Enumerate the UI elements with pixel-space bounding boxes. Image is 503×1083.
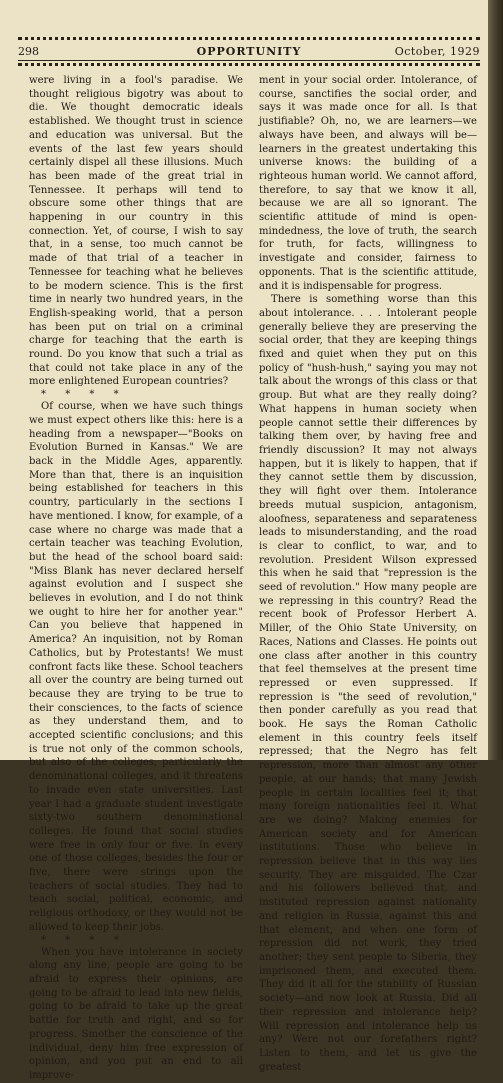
paragraph: Of course, when we have such things we must expect others like this: here is a heading from a newspaper—"Books on Evolution Burned in Kansas." We are back in the Middle Ages, apparently. More than that, there is an inquisition being established for teachers in this country, particularly in the sections I have mentioned. I know, for example, of a case where no charge was made that a certain teacher was teaching Evolution, but the head of the school board said: "Miss Blank has never declared herself against evolution and I suspect she believes in evolution, and I do not think we ought to hire her for another year." Can you believe that happened in America? An inquisition, not by Roman Catholics, but by Protestants! We must confront facts like these. School teachers all over the country are being turned out because they are trying to be true to their consciences, to the facts of science as they understand them, and to accepted scientific conclusions; and this is true not only of the common schools, but also of the colleges, particularly the denominational colleges, and it threatens to invade even state universities. Last year I had a graduate student investigate sixty-two southern denominational colleges. He found that social studies were free in only four or five. In every one of those colleges, besides the four or five, there were strings upon the teachers of social studies. They had to teach social, political, economic, and religious orthodoxy, or they would not be allowed to keep their jobs. <box>29 401 243 933</box>
issue-date: October, 1929 <box>394 45 480 58</box>
book-binding-edge <box>488 0 503 760</box>
paragraph: ment in your social order. Intolerance, of course, sanctifies the social order, and says it was made once for all. Is that justifiable? Oh, no, we are learners—we always have been, and always will be—learners in the greatest undertaking this universe knows: the building of a righteous human world. We cannot afford, therefore, to say that we know it all, because we are all so ignorant. The scientific attitude of mind is open-mindedness, the love of truth, the search for truth, for facts, willingness to investigate and consider, fairness to opponents. That is the scientific attitude, and it is indispensable for progress. <box>259 75 477 292</box>
header-top-rule <box>18 37 480 40</box>
section-break: * * * * <box>41 389 127 401</box>
page-number: 298 <box>18 45 39 58</box>
right-column <box>259 74 477 1074</box>
paragraph: There is something worse than this about intolerance. . . . Intolerant people generally believe they are preserving the social order, that they are keeping things fixed and quiet when they put on this policy of "hush-hush," saying you may not talk about the wrongs of this class or that group. But what are they really doing? What happens in human society when people cannot settle their differences by talking them over, by having free and friendly discussion? It may not always happen, but it is likely to happen, that if they cannot settle them by discussion, they will fight over them. Intolerance breeds mutual suspicion, antagonism, aloofness, separateness and separateness leads to misunderstanding, and the road is clear to conflict, to war, and to revolution. President Wilson expressed this when he said that "repression is the seed of revolution." How many people are we repressing in this country? Read the recent book of Professor Herbert A. Miller, of the Ohio State University, on Races, Nations and Classes. He points out one class after another in this country that feel themselves at the present time repressed or even suppressed. If repression is "the seed of revolution," then ponder carefully as you read that book. He says the Roman Catholic element in this country feels itself repressed; that the Negro has felt repression, more than almost any other people, at our hands; that many Jewish people in certain localities feel it; that many foreign nationalities feel it. What are we doing? Making enemies for American society and for American institutions. Those who believe in repression believe that in this way lies security. They are misguided. The Czar and his followers believed that, and instituted repression against nationality and religion in Russia, against this and that element, and when one form of repression did not work, they tried another; they sent people to Siberia, they imprisoned them, and executed them. They did it all for the stability of Russian society—and now look at Russia. Did all their repression and intolerance help? Will repression and intolerance help us any? Were not our forefathers right? Listen to them, and let us give the greatest <box>259 294 477 1073</box>
header-bottom-rule <box>18 60 480 61</box>
paragraph: When you have intolerance in society along any line, people are going to be afraid to express their opinions, are going to be afraid to lead into new fields, going to be afraid to take up the great battle for truth and right, and so for progress. Smother the conscience of the individual, deny him free expression of opinion, and you put an end to all improve- <box>29 946 243 1081</box>
journal-title: OPPORTUNITY <box>196 45 302 58</box>
section-break: * * * * <box>41 934 127 946</box>
header-ornament-rule <box>18 63 480 66</box>
left-column <box>29 74 243 1083</box>
paragraph: were living in a fool's paradise. We thought religious bigotry was about to die. We thought democratic ideals established. We thought trust in science and education was universal. But the events of the last few years should certainly dispel all these illusions. Much has been made of the great trial in Tennessee. It perhaps will tend to obscure some other things that are happening in our country in this connection. Yet, of course, I wish to say that, in a sense, too much cannot be made of that trial of a teacher in Tennessee for teaching what he believes to be modern science. This is the first time in nearly two hundred years, in the English-speaking world, that a person has been put on trial on a criminal charge for teaching that the earth is round. Do you know that such a trial as that could not take place in any of the more enlightened European countries? <box>29 75 243 388</box>
running-header <box>18 45 480 59</box>
